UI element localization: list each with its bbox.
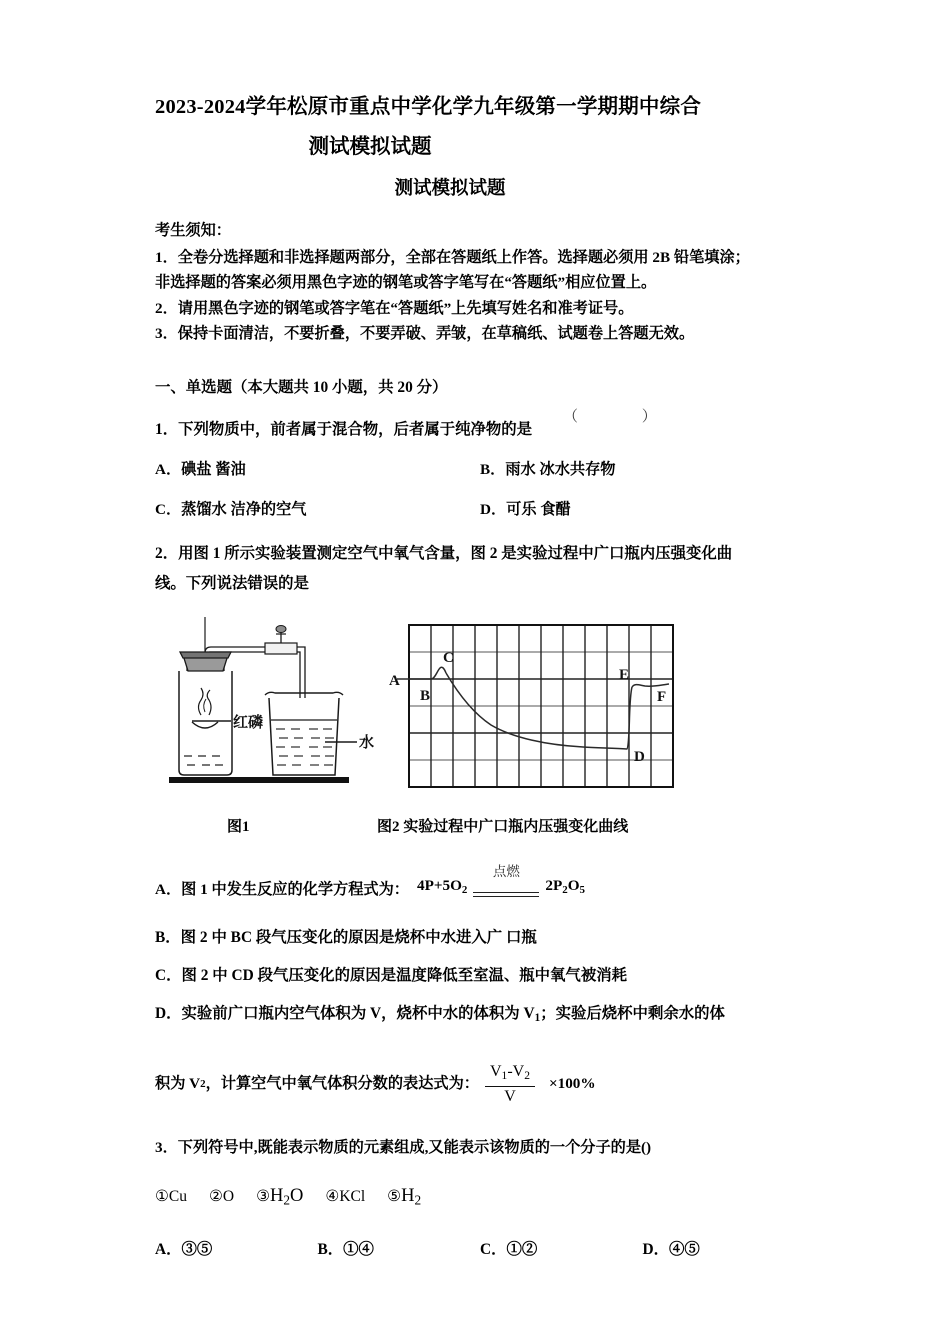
figure-2-pressure-curve-chart xyxy=(387,617,687,802)
question-3-symbol-4-formula: KCl xyxy=(339,1187,366,1205)
question-3-option-c-label: C． xyxy=(480,1240,507,1258)
question-3-option-b-label: B． xyxy=(317,1240,344,1258)
question-3-symbol-3-element: H xyxy=(270,1185,284,1206)
question-1-stem xyxy=(155,408,805,445)
figure-2-point-label-d: D xyxy=(634,748,645,765)
question-2-option-c xyxy=(155,961,805,991)
notice-line-2: 非选择题的答案必须用黑色字迹的钢笔或答字笔写在“答题纸”相应位置上。 xyxy=(155,274,657,291)
question-1-option-d-label: D． xyxy=(480,500,507,518)
figure-captions xyxy=(155,815,805,845)
question-1-option-a-label: A． xyxy=(155,460,182,478)
fraction-numerator-v1: V xyxy=(489,1062,502,1080)
question-3-symbol-2 xyxy=(209,1181,234,1213)
question-3-symbol-2-formula: O xyxy=(222,1187,235,1205)
question-2-option-d-text-b: ；实验后烧杯中剩余水的体 xyxy=(540,1004,725,1022)
equation-product-subscript-2: 5 xyxy=(579,883,586,896)
question-1-option-b xyxy=(480,455,805,485)
question-3-symbol-5-element: H xyxy=(401,1185,415,1206)
notice-line-3: 2．请用黑色字迹的钢笔或答字笔在“答题纸”上先填写姓名和准考证号。 xyxy=(155,299,634,317)
question-1-option-c-label: C． xyxy=(155,500,182,518)
question-3-stem: 3．下列符号中,既能表示物质的元素组成,又能表示该物质的一个分子的是() xyxy=(155,1138,652,1156)
equation-reactants-subscript: 2 xyxy=(461,883,468,896)
question-3-option-c xyxy=(480,1237,643,1259)
page-title-line2: 测试模拟试题 xyxy=(308,136,432,158)
question-2-option-d-text-a: 实验前广口瓶内空气体积为 V，烧杯中水的体积为 V xyxy=(181,1004,535,1022)
question-3-symbol-3-formula xyxy=(270,1186,303,1206)
question-3-symbol-1-formula: Cu xyxy=(168,1187,187,1205)
question-3-symbol-list xyxy=(155,1180,805,1217)
reaction-condition-label: 点燃 xyxy=(492,863,520,879)
question-2-option-c-label: C． xyxy=(155,966,182,984)
question-1-answer-parenthesis: （ ） xyxy=(563,408,687,425)
question-3-symbol-4-number: ④ xyxy=(325,1187,340,1205)
oxygen-fraction-formula xyxy=(485,1063,535,1106)
question-3-option-d xyxy=(643,1237,806,1259)
question-3-symbol-3 xyxy=(256,1180,303,1217)
question-3-symbol-2-number: ② xyxy=(209,1187,223,1205)
pressure-curve-svg xyxy=(387,617,687,802)
fraction-denominator: V xyxy=(485,1086,535,1106)
fraction-percent-multiplier: ×100% xyxy=(548,1075,596,1093)
question-3-symbol-5-subscript: 2 xyxy=(414,1192,422,1208)
question-1-option-a xyxy=(155,455,480,485)
equation-product-subscript-1: 2 xyxy=(562,883,568,896)
question-2-option-a-label: A． xyxy=(155,880,182,898)
question-3-symbol-5-number: ⑤ xyxy=(387,1187,402,1205)
question-2-stem-line-1: 2．用图 1 所示实验装置测定空气中氧气含量，图 2 是实验过程中广口瓶内压强变化曲 xyxy=(155,544,733,562)
figure-2-point-label-e: E xyxy=(619,666,630,683)
question-2-stem-line-2: 线。下列说法错误的是 xyxy=(155,574,309,592)
question-3-option-d-label: D． xyxy=(642,1240,670,1258)
question-2-option-c-text: 图 2 中 CD 段气压变化的原因是温度降低至室温、瓶中氧气被消耗 xyxy=(181,966,627,984)
equation-reactants xyxy=(417,871,467,905)
question-3-symbol-3-subscript: 2 xyxy=(283,1192,291,1208)
question-3-answer-options xyxy=(155,1237,805,1259)
question-2-option-d-formula-line xyxy=(155,1063,805,1106)
equation-product-coefficient: 2P xyxy=(545,876,563,894)
figure-1-caption: 图1 xyxy=(227,818,250,835)
notice-heading: 考生须知： xyxy=(155,222,231,239)
question-2-option-b xyxy=(155,923,805,953)
notice-line-1: 1．全卷分选择题和非选择题两部分，全部在答题纸上作答。选择题必须用 2B 铅笔填涂； xyxy=(155,248,750,266)
question-2-option-d-subscript-2: 2 xyxy=(200,1078,206,1091)
figure-2-point-label-b: B xyxy=(420,687,431,704)
question-3-option-b-text: ①④ xyxy=(343,1240,374,1258)
question-1-options-row-1 xyxy=(155,455,805,485)
candidate-notice xyxy=(155,218,805,347)
question-3-symbol-5 xyxy=(387,1180,421,1217)
page-subtitle: 测试模拟试题 xyxy=(394,179,506,199)
question-1-option-a-text: 碘盐 酱油 xyxy=(181,460,246,478)
section-heading: 一、单选题（本大题共 10 小题，共 20 分） xyxy=(155,378,448,396)
question-3-option-b xyxy=(318,1237,481,1259)
question-2-option-b-text: 图 2 中 BC 段气压变化的原因是烧杯中水进入广 口瓶 xyxy=(180,928,537,946)
fraction-numerator-sub-1: 1 xyxy=(501,1069,508,1082)
fraction-numerator-v2: -V xyxy=(507,1062,525,1080)
question-1-stem-text: 1．下列物质中，前者属于混合物，后者属于纯净物的是 xyxy=(155,420,533,438)
question-3-symbol-3-number: ③ xyxy=(256,1187,271,1205)
equation-products xyxy=(545,871,585,905)
question-3-option-a-text: ③⑤ xyxy=(181,1240,213,1258)
fraction-numerator-sub-2: 2 xyxy=(524,1069,530,1082)
question-2-figures xyxy=(155,615,805,815)
equation-product-oxygen: O xyxy=(567,876,580,894)
question-2-option-d-subscript-1: 1 xyxy=(534,1011,541,1024)
question-2 xyxy=(155,539,805,599)
question-3-symbol-1-number: ① xyxy=(155,1187,169,1205)
question-1-option-d-text: 可乐 食醋 xyxy=(506,500,571,518)
question-3-option-d-text: ④⑤ xyxy=(669,1240,700,1258)
figure-1-apparatus-diagram xyxy=(165,615,385,805)
question-1-option-d xyxy=(480,495,805,525)
question-1 xyxy=(155,408,805,445)
figure-2-caption: 图2 实验过程中广口瓶内压强变化曲线 xyxy=(377,818,629,835)
question-2-option-d-text-c: 积为 V xyxy=(155,1075,201,1093)
question-3-option-c-text: ①② xyxy=(506,1240,538,1258)
question-1-option-b-text: 雨水 冰水共存物 xyxy=(505,460,616,478)
reaction-arrow-icon xyxy=(469,863,543,905)
question-3-option-a-label: A． xyxy=(155,1240,182,1258)
question-3-symbol-1 xyxy=(155,1181,187,1213)
question-1-option-c xyxy=(155,495,480,525)
question-2-option-b-label: B． xyxy=(155,928,181,946)
figure-2-point-label-f: F xyxy=(657,688,667,705)
notice-line-4: 3．保持卡面清洁，不要折叠，不要弄破、弄皱，在草稿纸、试题卷上答题无效。 xyxy=(155,325,695,342)
question-2-option-d-label: D． xyxy=(155,1004,182,1022)
question-2-option-d xyxy=(155,999,805,1033)
page-content xyxy=(155,0,805,1259)
question-1-options-row-2 xyxy=(155,495,805,525)
question-1-option-c-text: 蒸馏水 洁净的空气 xyxy=(181,500,307,518)
figure-1-label-red-phosphorus: 红磷 xyxy=(233,714,264,731)
page-title: 2023-2024学年松原市重点中学化学九年级第一学期期中综合 xyxy=(155,96,702,118)
question-3-symbol-5-formula xyxy=(401,1186,421,1206)
equation-reactants-text: 4P+5O xyxy=(416,876,462,894)
question-2-option-a xyxy=(155,863,805,905)
apparatus-svg xyxy=(165,615,385,805)
question-1-option-b-label: B． xyxy=(480,460,506,478)
figure-2-point-label-a: A xyxy=(389,672,400,689)
figure-2-point-label-c: C xyxy=(443,649,454,666)
question-3-option-a xyxy=(155,1237,318,1259)
question-3-symbol-3-tail: O xyxy=(290,1185,304,1206)
question-2-option-a-text: 图 1 中发生反应的化学方程式为： xyxy=(181,880,409,898)
question-2-option-d-text-d: ，计算空气中氧气体积分数的表达式为： xyxy=(205,1075,479,1093)
figure-1-label-water: 水 xyxy=(359,734,375,751)
question-3-symbol-4 xyxy=(325,1181,365,1213)
fraction-numerator xyxy=(485,1063,535,1086)
